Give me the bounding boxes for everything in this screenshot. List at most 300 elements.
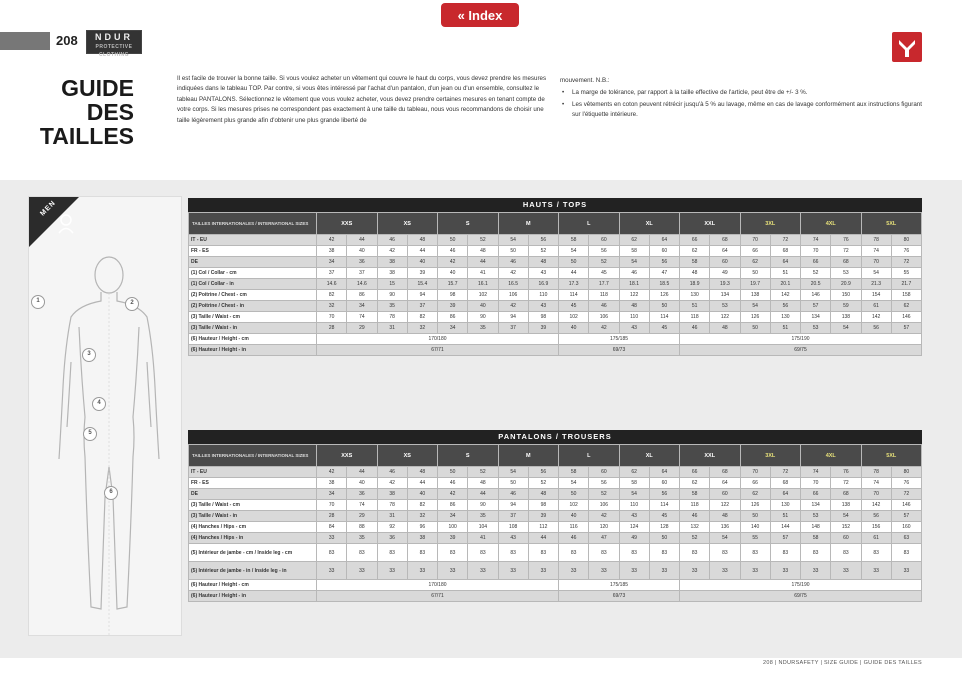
table-cell: 69/73 [559, 591, 680, 602]
table-cell: 114 [559, 290, 589, 301]
table-cell: 134 [801, 312, 831, 323]
table-cell: 138 [740, 290, 770, 301]
table-cell: 50 [649, 301, 679, 312]
table-cell: 15 [377, 279, 407, 290]
table-cell: 55 [891, 268, 921, 279]
table-cell: 140 [740, 522, 770, 533]
table-cell: 44 [559, 268, 589, 279]
table-cell: 52 [589, 257, 619, 268]
size-header-cell: 4XL [801, 445, 862, 467]
table-cell: 47 [649, 268, 679, 279]
table-cell: 74 [347, 500, 377, 511]
table-cell: 142 [861, 500, 891, 511]
table-cell: 68 [710, 235, 740, 246]
table-cell: 175/185 [559, 580, 680, 591]
table-cell: 48 [619, 301, 649, 312]
table-cell: 20.9 [831, 279, 861, 290]
table-cell: 37 [407, 301, 437, 312]
table-row [189, 323, 922, 334]
table-cell: 40 [559, 511, 589, 522]
table-cell: 86 [438, 500, 468, 511]
table-row [189, 301, 922, 312]
table-cell: 76 [891, 478, 921, 489]
table-cell: 118 [680, 312, 710, 323]
table-cell: 39 [528, 323, 558, 334]
size-header-cell: XXS [317, 445, 378, 467]
table-cell: 33 [891, 562, 921, 580]
row-label: (1) Col / Collar - in [189, 279, 317, 290]
pants-table [188, 444, 922, 602]
row-label: (3) Taille / Waist - cm [189, 500, 317, 511]
table-cell: 62 [680, 246, 710, 257]
pants-table-title: PANTALONS / TROUSERS [188, 430, 922, 444]
table-cell: 54 [619, 257, 649, 268]
row-label: IT - EU [189, 467, 317, 478]
table-cell: 37 [317, 268, 347, 279]
table-cell: 48 [710, 323, 740, 334]
company-logo-icon [892, 32, 922, 62]
table-row [189, 235, 922, 246]
row-label: FR - ES [189, 246, 317, 257]
table-cell: 154 [861, 290, 891, 301]
table-cell: 70 [861, 489, 891, 500]
intro-paragraph: Il est facile de trouver la bonne taille. Si vous voulez acheter un vêtement qui couvre le haut du corps, vous devez prendre les mesures indiquées dans le tableau TOP. Par contre, si vous êtes intéressé par l'achat d'un pantalon, d'un jean ou d'un ensemble, consultez le tableau PANTALONS. Sélectionnez le vêtement que vous voulez acheter, vous devez prendre certaines mesures en tenant compte de votre corps. Si les mesures prises ne correspondent pas exactement à une taille du tableau, nous vous recommandons de choisir une taille légèrement plus grande afin d'obtenir une plus grande liberté de [177, 75, 547, 124]
table-cell: 67/71 [317, 345, 559, 356]
table-cell: 83 [710, 544, 740, 562]
table-cell: 57 [801, 301, 831, 312]
table-cell: 42 [317, 235, 347, 246]
men-label: MEN [39, 199, 58, 218]
table-row [189, 522, 922, 533]
table-cell: 52 [528, 478, 558, 489]
page-title [20, 76, 134, 148]
table-cell: 83 [891, 544, 921, 562]
table-cell: 66 [680, 467, 710, 478]
table-cell: 56 [589, 246, 619, 257]
table-cell: 62 [619, 467, 649, 478]
row-label: (6) Hauteur / Height - in [189, 345, 317, 356]
table-cell: 46 [438, 246, 468, 257]
size-header-cell: S [438, 213, 499, 235]
table-cell: 34 [317, 257, 347, 268]
table-cell: 33 [649, 562, 679, 580]
table-cell: 52 [680, 533, 710, 544]
table-cell: 51 [680, 301, 710, 312]
table-cell: 40 [559, 323, 589, 334]
row-label: (6) Hauteur / Height - cm [189, 334, 317, 345]
table-cell: 40 [347, 478, 377, 489]
table-cell: 57 [891, 323, 921, 334]
table-cell: 82 [407, 312, 437, 323]
row-label: (1) Col / Collar - cm [189, 268, 317, 279]
table-cell: 83 [317, 544, 347, 562]
table-cell: 16.5 [498, 279, 528, 290]
table-row [189, 279, 922, 290]
size-header-row [189, 213, 922, 235]
table-cell: 50 [498, 246, 528, 257]
table-cell: 40 [347, 246, 377, 257]
table-cell: 42 [438, 489, 468, 500]
title-line-2: DES [86, 99, 134, 125]
table-cell: 118 [680, 500, 710, 511]
table-cell: 38 [377, 489, 407, 500]
table-cell: 152 [831, 522, 861, 533]
table-cell: 33 [680, 562, 710, 580]
table-cell: 32 [407, 323, 437, 334]
table-cell: 175/185 [559, 334, 680, 345]
table-cell: 52 [528, 246, 558, 257]
table-cell: 45 [559, 301, 589, 312]
table-cell: 46 [498, 257, 528, 268]
table-cell: 58 [619, 478, 649, 489]
tops-table [188, 212, 922, 356]
table-cell: 63 [891, 533, 921, 544]
table-cell: 58 [801, 533, 831, 544]
table-cell: 54 [498, 467, 528, 478]
table-cell: 53 [831, 268, 861, 279]
table-row [189, 334, 922, 345]
table-cell: 82 [317, 290, 347, 301]
table-cell: 40 [407, 257, 437, 268]
table-cell: 34 [438, 511, 468, 522]
table-cell: 83 [801, 544, 831, 562]
table-cell: 120 [589, 522, 619, 533]
size-header-cell: 3XL [740, 445, 801, 467]
table-cell: 43 [619, 323, 649, 334]
table-cell: 44 [347, 467, 377, 478]
table-cell: 43 [528, 268, 558, 279]
table-cell: 94 [498, 312, 528, 323]
table-cell: 68 [710, 467, 740, 478]
table-cell: 83 [347, 544, 377, 562]
table-cell: 46 [559, 533, 589, 544]
table-cell: 19.7 [740, 279, 770, 290]
table-cell: 60 [710, 257, 740, 268]
table-cell: 56 [649, 257, 679, 268]
table-row [189, 500, 922, 511]
table-cell: 39 [407, 268, 437, 279]
table-cell: 48 [528, 489, 558, 500]
size-header-cell: 5XL [861, 213, 922, 235]
table-cell: 46 [377, 467, 407, 478]
table-cell: 37 [498, 511, 528, 522]
table-cell: 38 [317, 246, 347, 257]
table-cell: 128 [649, 522, 679, 533]
size-header-label: TAILLES INTERNATIONALES / INTERNATIONAL SIZES [189, 213, 317, 235]
table-cell: 150 [831, 290, 861, 301]
table-row [189, 580, 922, 591]
table-cell: 56 [861, 323, 891, 334]
table-cell: 18.1 [619, 279, 649, 290]
table-cell: 114 [649, 500, 679, 511]
marker-5: 5 [83, 427, 97, 441]
table-cell: 72 [891, 257, 921, 268]
table-cell: 72 [831, 246, 861, 257]
person-icon [57, 213, 75, 235]
table-cell: 39 [438, 301, 468, 312]
table-row [189, 478, 922, 489]
table-cell: 132 [680, 522, 710, 533]
table-cell: 86 [438, 312, 468, 323]
table-cell: 50 [740, 511, 770, 522]
table-cell: 35 [347, 533, 377, 544]
table-cell: 46 [619, 268, 649, 279]
table-cell: 56 [861, 511, 891, 522]
table-cell: 56 [528, 235, 558, 246]
table-cell: 54 [559, 246, 589, 257]
table-cell: 106 [589, 500, 619, 511]
table-row [189, 345, 922, 356]
table-cell: 64 [649, 235, 679, 246]
table-cell: 102 [468, 290, 498, 301]
table-row [189, 268, 922, 279]
table-cell: 50 [649, 533, 679, 544]
table-cell: 134 [801, 500, 831, 511]
table-cell: 68 [831, 257, 861, 268]
notes-list [560, 88, 930, 120]
table-cell: 68 [831, 489, 861, 500]
size-header-cell: XXL [680, 213, 741, 235]
table-cell: 43 [619, 511, 649, 522]
table-cell: 40 [438, 268, 468, 279]
row-label: FR - ES [189, 478, 317, 489]
table-cell: 92 [377, 522, 407, 533]
row-label: IT - EU [189, 235, 317, 246]
table-cell: 57 [891, 511, 921, 522]
row-label: (4) Hanches / Hips - in [189, 533, 317, 544]
table-cell: 33 [740, 562, 770, 580]
table-cell: 62 [891, 301, 921, 312]
table-cell: 57 [770, 533, 800, 544]
table-cell: 54 [831, 511, 861, 522]
table-cell: 56 [770, 301, 800, 312]
table-cell: 33 [317, 533, 347, 544]
table-cell: 122 [710, 312, 740, 323]
table-row [189, 312, 922, 323]
row-label: (6) Hauteur / Height - cm [189, 580, 317, 591]
table-row [189, 290, 922, 301]
size-header-row [189, 445, 922, 467]
table-cell: 110 [619, 500, 649, 511]
table-cell: 20.1 [770, 279, 800, 290]
table-row [189, 511, 922, 522]
table-cell: 110 [528, 290, 558, 301]
size-header-cell: XXL [680, 445, 741, 467]
table-cell: 50 [559, 489, 589, 500]
size-header-cell: M [498, 213, 559, 235]
brand-logo [86, 30, 142, 58]
table-cell: 116 [559, 522, 589, 533]
table-cell: 175/190 [680, 334, 922, 345]
table-cell: 53 [710, 301, 740, 312]
row-label: DE [189, 257, 317, 268]
table-cell: 32 [317, 301, 347, 312]
table-cell: 54 [619, 489, 649, 500]
note-item: • La marge de tolérance, par rapport à la taille effective de l'article, peut être de +/- 3 %. [560, 88, 930, 98]
size-header-cell: L [559, 213, 620, 235]
table-cell: 74 [347, 312, 377, 323]
table-cell: 78 [861, 467, 891, 478]
table-cell: 62 [740, 257, 770, 268]
table-cell: 33 [528, 562, 558, 580]
table-cell: 78 [377, 312, 407, 323]
note-item: • Les vêtements en coton peuvent rétrécir jusqu'à 5 % au lavage, même en cas de lavage conformément aux instructions figurant sur l'étiquette intérieure. [560, 100, 930, 121]
table-cell: 138 [831, 312, 861, 323]
brand-name: NDUR [95, 32, 133, 42]
table-cell: 42 [589, 323, 619, 334]
pants-size-table [188, 430, 922, 602]
table-cell: 37 [498, 323, 528, 334]
table-cell: 31 [377, 323, 407, 334]
table-row [189, 544, 922, 562]
notes-section [560, 76, 930, 122]
table-cell: 146 [891, 500, 921, 511]
row-label: (3) Taille / Waist - in [189, 323, 317, 334]
brand-subtitle: PROTECTIVE CLOTHING [95, 44, 133, 58]
table-cell: 48 [528, 257, 558, 268]
table-cell: 90 [377, 290, 407, 301]
size-header-cell: XXS [317, 213, 378, 235]
table-cell: 17.3 [559, 279, 589, 290]
table-cell: 53 [801, 511, 831, 522]
size-header-cell: XL [619, 445, 680, 467]
size-header-cell: 3XL [740, 213, 801, 235]
size-header-cell: M [498, 445, 559, 467]
row-label: (3) Taille / Waist - in [189, 511, 317, 522]
table-row [189, 257, 922, 268]
title-line-1: GUIDE [61, 75, 134, 101]
table-cell: 38 [377, 257, 407, 268]
size-header-cell: XS [377, 213, 438, 235]
table-cell: 33 [589, 562, 619, 580]
table-cell: 60 [831, 533, 861, 544]
table-cell: 70 [317, 312, 347, 323]
table-cell: 29 [347, 323, 377, 334]
table-cell: 42 [377, 478, 407, 489]
table-cell: 83 [649, 544, 679, 562]
table-cell: 94 [498, 500, 528, 511]
table-cell: 69/73 [559, 345, 680, 356]
table-cell: 136 [710, 522, 740, 533]
table-cell: 74 [861, 246, 891, 257]
table-cell: 49 [619, 533, 649, 544]
table-cell: 42 [589, 511, 619, 522]
table-cell: 68 [770, 246, 800, 257]
row-label: (5) Intérieur de jambe - in / Inside leg - in [189, 562, 317, 580]
table-cell: 51 [770, 323, 800, 334]
table-cell: 44 [468, 489, 498, 500]
table-cell: 60 [589, 235, 619, 246]
table-cell: 42 [377, 246, 407, 257]
table-cell: 74 [801, 467, 831, 478]
table-cell: 126 [649, 290, 679, 301]
table-cell: 46 [589, 301, 619, 312]
table-cell: 98 [528, 312, 558, 323]
marker-6: 6 [104, 486, 118, 500]
table-cell: 62 [619, 235, 649, 246]
table-cell: 51 [770, 268, 800, 279]
table-cell: 142 [861, 312, 891, 323]
table-cell: 60 [649, 478, 679, 489]
table-cell: 50 [438, 467, 468, 478]
table-cell: 44 [407, 478, 437, 489]
table-cell: 33 [801, 562, 831, 580]
table-cell: 62 [680, 478, 710, 489]
table-cell: 46 [680, 323, 710, 334]
table-cell: 38 [317, 478, 347, 489]
table-cell: 60 [710, 489, 740, 500]
title-line-3: TAILLES [39, 123, 134, 149]
table-cell: 134 [710, 290, 740, 301]
table-cell: 52 [801, 268, 831, 279]
table-cell: 64 [710, 478, 740, 489]
table-cell: 33 [861, 562, 891, 580]
table-cell: 48 [710, 511, 740, 522]
table-cell: 51 [770, 511, 800, 522]
table-cell: 138 [831, 500, 861, 511]
table-cell: 52 [589, 489, 619, 500]
tops-table-title: HAUTS / TOPS [188, 198, 922, 212]
table-cell: 130 [770, 500, 800, 511]
table-cell: 33 [347, 562, 377, 580]
marker-2: 2 [125, 297, 139, 311]
table-cell: 74 [861, 478, 891, 489]
table-cell: 55 [740, 533, 770, 544]
table-cell: 58 [559, 467, 589, 478]
table-cell: 54 [831, 323, 861, 334]
table-cell: 86 [347, 290, 377, 301]
table-cell: 98 [528, 500, 558, 511]
table-cell: 46 [438, 478, 468, 489]
table-cell: 146 [801, 290, 831, 301]
table-cell: 70 [740, 235, 770, 246]
table-cell: 83 [680, 544, 710, 562]
table-cell: 158 [891, 290, 921, 301]
table-cell: 58 [680, 257, 710, 268]
tops-size-table [188, 198, 922, 356]
table-cell: 44 [528, 533, 558, 544]
table-cell: 54 [498, 235, 528, 246]
table-cell: 83 [861, 544, 891, 562]
table-cell: 40 [468, 301, 498, 312]
table-cell: 33 [317, 562, 347, 580]
row-label: (3) Taille / Waist - cm [189, 312, 317, 323]
table-cell: 49 [710, 268, 740, 279]
row-label: (2) Poitrine / Chest - cm [189, 290, 317, 301]
marker-1: 1 [31, 295, 45, 309]
table-cell: 66 [740, 478, 770, 489]
table-cell: 112 [528, 522, 558, 533]
table-cell: 52 [468, 235, 498, 246]
table-cell: 54 [710, 533, 740, 544]
table-cell: 83 [770, 544, 800, 562]
table-cell: 40 [407, 489, 437, 500]
table-cell: 52 [468, 467, 498, 478]
table-cell: 126 [740, 500, 770, 511]
index-button[interactable]: « Index [441, 3, 519, 27]
table-cell: 66 [680, 235, 710, 246]
table-cell: 66 [801, 489, 831, 500]
table-cell: 122 [619, 290, 649, 301]
table-cell: 54 [861, 268, 891, 279]
table-cell: 50 [740, 268, 770, 279]
table-cell: 80 [891, 467, 921, 478]
table-cell: 33 [377, 562, 407, 580]
table-cell: 54 [559, 478, 589, 489]
table-cell: 38 [407, 533, 437, 544]
table-cell: 33 [498, 562, 528, 580]
table-cell: 35 [468, 323, 498, 334]
